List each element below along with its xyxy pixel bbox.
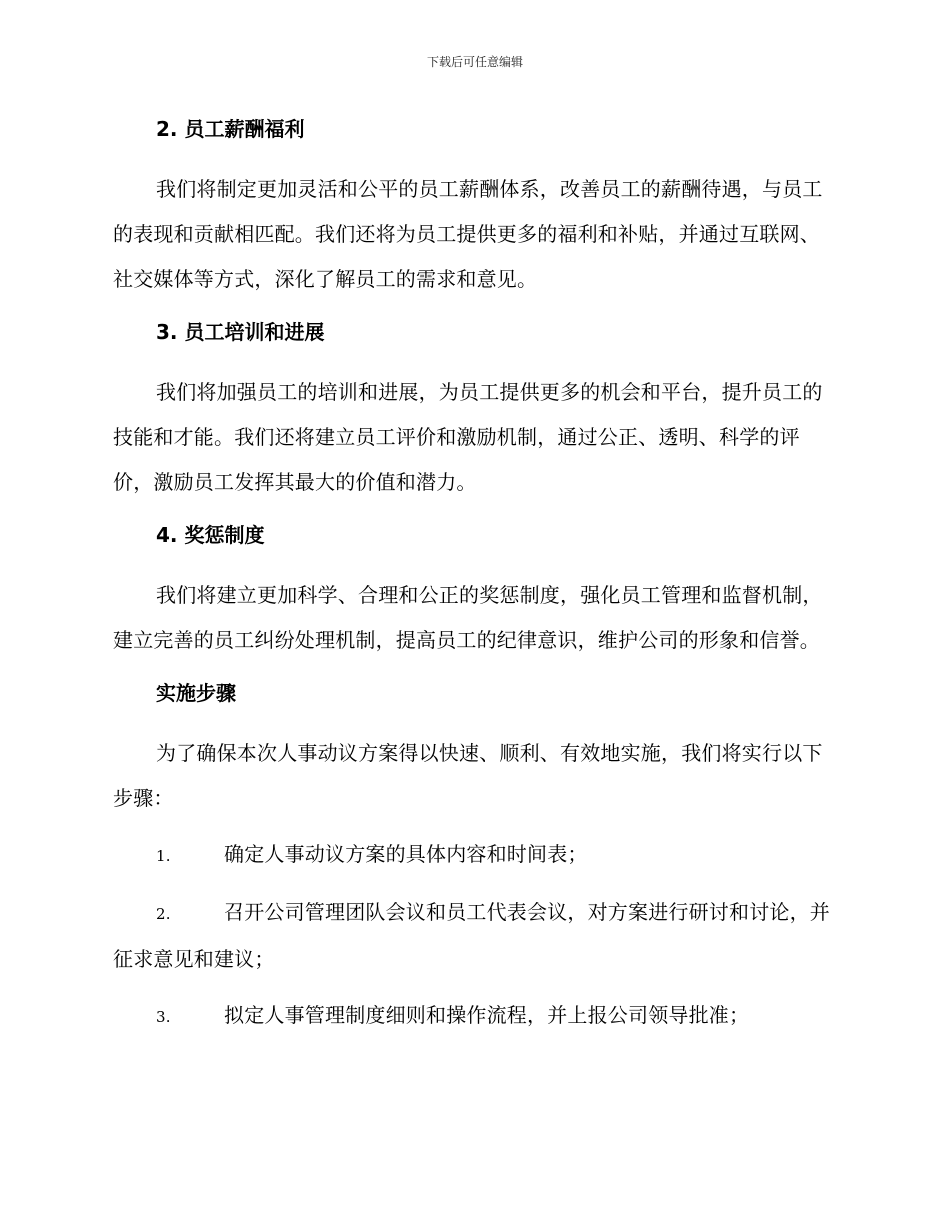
list-item-text: 拟定人事管理制度细则和操作流程，并上报公司领导批准； — [224, 1003, 750, 1027]
section-paragraph-rewards: 我们将建立更加科学、合理和公正的奖惩制度，强化员工管理和监督机制，建立完善的员工纠纷处理机制，提高员工的纪律意识，维护公司的形象和信誉。 — [113, 583, 823, 652]
document-body — [113, 110, 835, 1051]
list-item-number: 1. — [156, 847, 171, 865]
section-heading-steps: 实施步骤 — [156, 681, 236, 705]
steps-intro-paragraph: 为了确保本次人事动议方案得以快速、顺利、有效地实施，我们将实行以下步骤： — [113, 741, 823, 810]
list-item — [113, 832, 835, 879]
list-item — [113, 993, 835, 1040]
section-paragraph-compensation: 我们将制定更加灵活和公平的员工薪酬体系，改善员工的薪酬待遇，与员工的表现和贡献相匹配。我们还将为员工提供更多的福利和补贴，并通过互联网、社交媒体等方式，深化了解员工的需求和意见。 — [113, 177, 823, 291]
section-paragraph-training: 我们将加强员工的培训和进展，为员工提供更多的机会和平台，提升员工的技能和才能。我们还将建立员工评价和激励机制，通过公正、透明、科学的评价，激励员工发挥其最大的价值和潜力。 — [113, 380, 823, 494]
section-heading-training: 3. 员工培训和进展 — [156, 320, 325, 344]
section-heading-compensation: 2. 员工薪酬福利 — [156, 117, 305, 141]
page-header: 下载后可任意编辑 — [426, 55, 523, 69]
list-item-text: 确定人事动议方案的具体内容和时间表； — [224, 842, 588, 866]
list-item-number: 2. — [156, 905, 171, 923]
list-item-number: 3. — [156, 1008, 171, 1026]
list-item — [113, 890, 835, 982]
section-heading-rewards: 4. 奖惩制度 — [156, 523, 265, 547]
list-item-text: 召开公司管理团队会议和员工代表会议，对方案进行研讨和讨论，并征求意见和建议； — [113, 900, 830, 971]
